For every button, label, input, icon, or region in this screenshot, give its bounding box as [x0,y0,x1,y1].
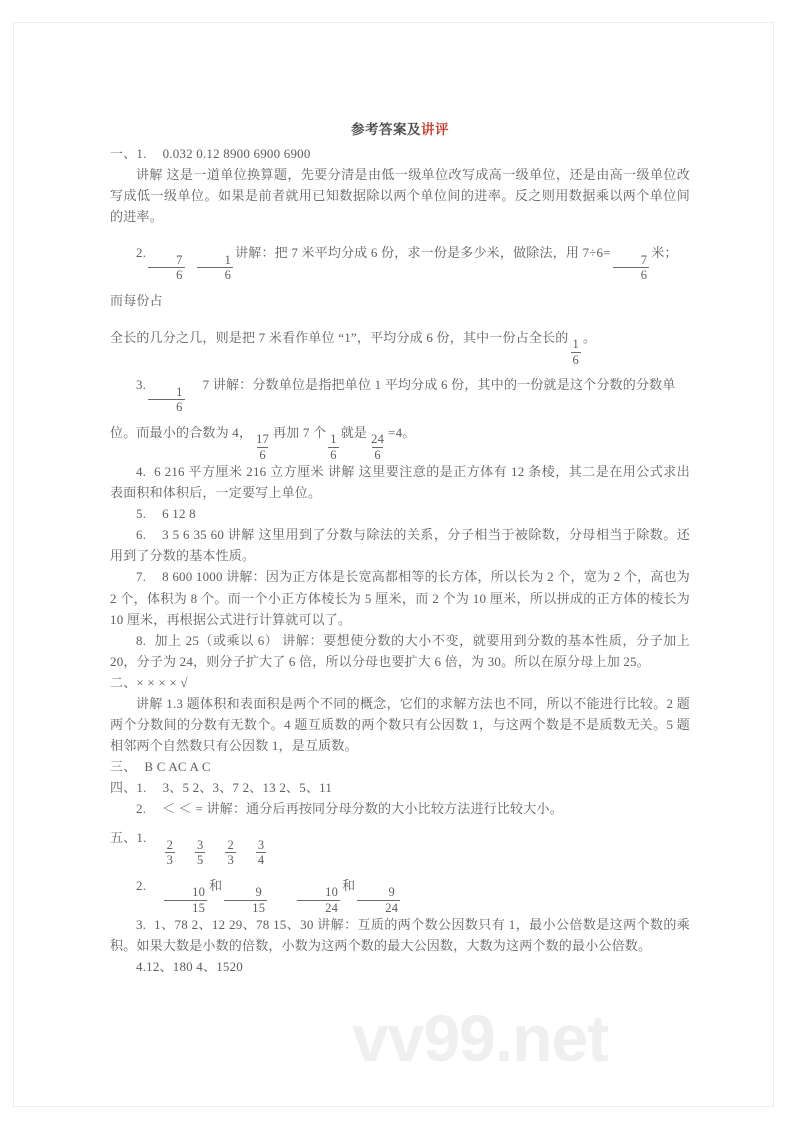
item6-text: 3 5 6 35 60 讲解 这里用到了分数与除法的关系，分子相当于被除数，分母相当于除数。还用到了分数的基本性质。 [110,527,690,564]
section-one-item4 [110,461,690,503]
fraction-9-24: $\frac{9}{24}$ [357,886,400,914]
section-one-item2 [110,234,690,319]
item3-text-d: 就是 [340,424,368,440]
item2-text-a: 讲解：把 7 米平均分成 6 份，求一份是多少米，做除法，用 7÷6= [235,245,611,261]
item4-text: 6 216 平方厘米 216 立方厘米 讲解 这里要注意的是正方体有 12 条棱，其二是在用公式求出表面积和体积后，一定要写上单位。 [110,464,690,501]
s5-item2-number: 2. [136,877,147,893]
item2-text-b: 米；而每份占 [110,245,678,308]
section-five-item1 [110,819,690,867]
item4-number: 4. [136,464,147,480]
s5-item1-number: 1. [136,830,147,846]
section-one-item5 [110,503,690,524]
section-one-item3-cont [110,414,690,462]
fraction-1-6-c: $\frac{1}{6}$ [148,386,184,414]
section-two-explanation: 讲解 1.3 题体积和表面积是两个不同的概念，它们的求解方法也不同，所以不能进行比较。2 题两个分数间的分数有无数个。4 题互质数的两个数只有公因数 1，与这两个数是不是质数无关。5 题相邻两个自然数只有公因数 1，是互质数。 [110,695,690,753]
fraction-10-15: $\frac{10}{15}$ [164,886,207,914]
fraction-1-6-b: $\frac{1}{6}$ [572,337,579,367]
section-one-item8 [110,630,690,672]
item8-text: 加上 25（或乘以 6） 讲解：要想使分数的大小不变，就要用到分数的基本性质，分子加上 20，分子为 24，则分子扩大了 6 倍，所以分母也要扩大 6 倍，为 30。所以在原分母上加 25。 [110,632,690,669]
section-three-label: 三、 [110,758,137,774]
item5-number: 5. [136,506,147,522]
fraction-24-6: $\frac{24}{6}$ [371,432,385,462]
fraction-3-4: $\frac{3}{4}$ [257,837,265,868]
section-one-item3 [110,366,690,414]
s4-item1-number: 1. [136,779,147,795]
s5-item4-number: 4. [136,959,147,975]
fraction-10-24: $\frac{10}{24}$ [297,886,340,914]
item7-number: 7. [136,569,147,585]
fraction-17-6: $\frac{17}{6}$ [256,432,270,462]
site-watermark: vv99.net [352,1001,609,1075]
section-two-label: 二、 [110,674,137,690]
page-title-accent: 讲评 [421,122,449,137]
item7-text: 8 600 1000 讲解：因为正方体是长宽高都相等的长方体，所以长为 2 个，宽为 2 个，高也为 2 个，体积为 8 个。而一个小正方体棱长为 5 厘米，而 2 个为 10 厘米，所以拼成的正方体的棱长为 10 厘米，再根据公式进行计算就可以了。 [110,569,690,627]
item5-text: 6 12 8 [162,506,196,522]
s4-item2-text: ＜ ＜ = 讲解：通分后再按同分母分数的大小比较方法进行比较大小。 [162,800,563,816]
fraction-9-15: $\frac{9}{15}$ [224,886,267,914]
item3-number: 3. [136,377,147,393]
s5-item3-text: 1、78 2、12 29、78 15、30 讲解：互质的两个数公因数只有 1，最小公倍数是这两个数的乘积。如果大数是小数的倍数，小数为这两个数的最大公因数，大数为这两个数的最小公倍数。 [110,917,690,954]
page-title-main: 参考答案及 [351,122,421,137]
item3-text-b: 位。而最小的合数为 4， [110,424,253,440]
item3-text-e: =4。 [388,424,416,440]
fraction-2-3-b: $\frac{2}{3}$ [227,837,234,868]
fraction-result-7-6: $\frac{7}{6}$ [613,254,649,282]
item8-number: 8. [136,632,147,648]
section-one-item1-answers [110,143,690,164]
s4-item2-number: 2. [136,800,147,816]
s5-item4-text: 12、180 4、1520 [146,959,244,975]
item3-text-a: 7 讲解：分数单位是指把单位 1 平均分成 6 份，其中的一份就是这个分数的分数单 [202,377,676,393]
fraction-1-6: $\frac{1}{6}$ [197,254,233,282]
pair2-joiner: 和 [342,877,356,893]
fraction-3-5: $\frac{3}{5}$ [197,837,204,868]
item6-number: 6. [136,527,147,543]
section-one-item1-explanation: 讲解 这是一道单位换算题，先要分清是由低一级单位改写成高一级单位，还是由高一级单位改写成低一级单位。如果是前者就用已知数据除以两个单位间的进率。反之则用数据乘以两个单位间的进率。 [110,167,690,225]
s4-item1-text: 3、5 2、3、7 2、13 2、5、11 [162,779,333,795]
pair1-joiner: 和 [209,877,223,893]
section-one-label: 一、 [110,146,137,161]
section-five-item3 [110,914,690,956]
item2-number: 2. [136,245,147,261]
section-two-answer-values: × × × × √ [136,674,188,690]
item2-text-c: 全长的几分之几，则是把 7 米看作单位 “1”，平均分成 6 份，其中一份占全长的 [110,329,569,345]
section-five-item4 [110,956,690,977]
fraction-2-3-a: $\frac{2}{3}$ [166,837,174,868]
s5-item3-number: 3. [136,917,147,933]
section-five-label: 五、 [110,830,137,846]
document-body [110,118,690,977]
section-five-item2 [110,867,690,915]
section-three-answers [110,756,690,777]
section-one-item6 [110,524,690,566]
section-two-answers [110,672,690,693]
item3-text-c: 再加 7 个 [273,424,327,440]
section-three-answer-values: B C AC A C [144,758,211,774]
section-four-label: 四、 [110,779,137,795]
section-one-item7 [110,566,690,629]
section-one-item2-cont [110,319,690,367]
page-title [110,118,690,138]
fraction-7-6: $\frac{7}{6}$ [148,254,184,282]
section-four-item2 [110,798,690,819]
section-four-item1 [110,777,690,798]
item1-number: 1. [136,146,147,161]
item1-answer-values: 0.032 0.12 8900 6900 6900 [162,146,311,161]
fraction-1-6-d: $\frac{1}{6}$ [330,432,337,462]
item2-text-d: 。 [582,329,597,345]
